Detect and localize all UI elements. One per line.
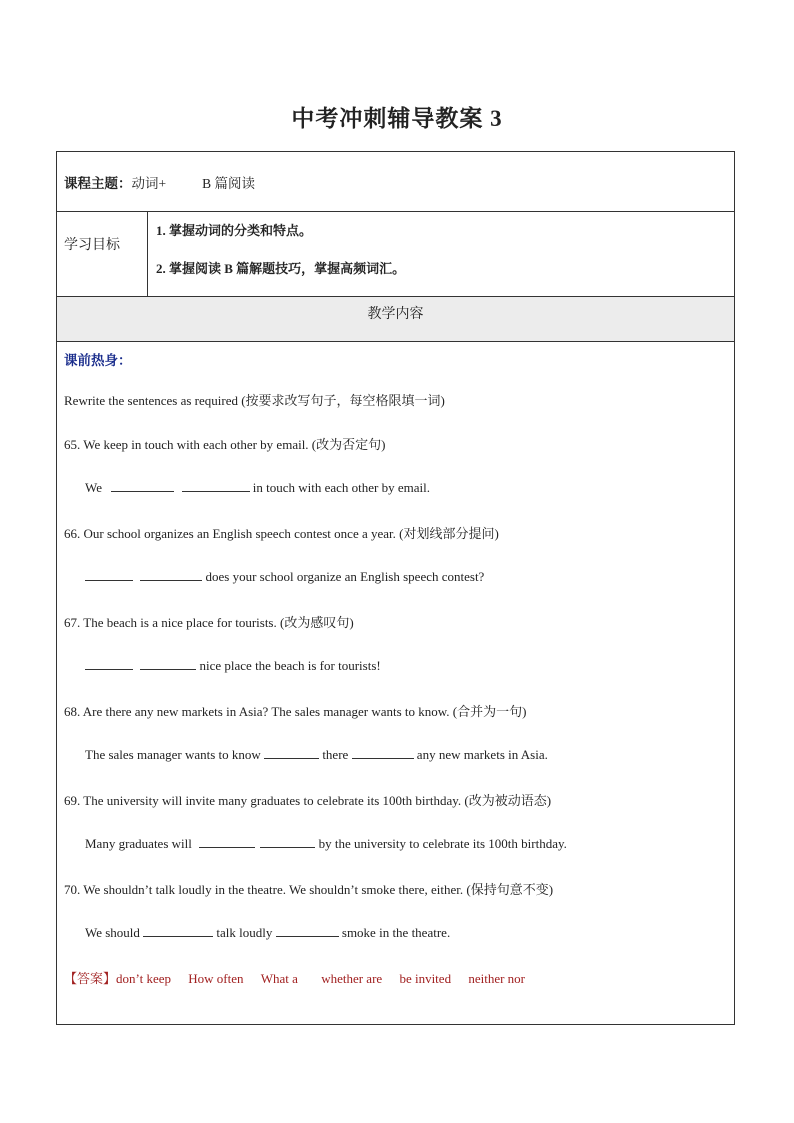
instruction: Rewrite the sentences as required (按要求改写句子，每空格限填一词)	[64, 393, 445, 408]
answer-text: by the university to celebrate its 100th birthday.	[318, 836, 567, 851]
answer-text: We should	[85, 925, 140, 940]
blank-field[interactable]	[85, 568, 133, 581]
answer-key-item: How often	[188, 971, 244, 986]
answer-key-label: 【答案】	[64, 971, 117, 986]
page-title: 中考冲刺辅导教案 3	[291, 106, 503, 131]
blank-field[interactable]	[182, 479, 250, 492]
question-69: 69. The university will invite many graduates to celebrate its 100th birthday. (改为被动语态)	[64, 793, 552, 808]
answer-text: We	[85, 480, 102, 495]
question-66: 66. Our school organizes an English speech contest once a year. (对划线部分提问)	[64, 526, 499, 541]
blank-field[interactable]	[260, 835, 315, 848]
goals-label: 学习目标	[64, 238, 120, 253]
answer-text: does your school organize an English speech contest?	[205, 569, 485, 584]
answer-key-item: don’t keep	[116, 971, 172, 986]
answer-key-item: whether are	[321, 971, 383, 986]
answer-text: The sales manager wants to know	[85, 747, 261, 762]
blank-field[interactable]	[140, 657, 196, 670]
answer-text: talk loudly	[216, 925, 273, 940]
blank-field[interactable]	[143, 924, 213, 937]
course-topic	[64, 172, 255, 192]
goal-item: 2. 掌握阅读 B 篇解题技巧，掌握高频词汇。	[156, 261, 406, 276]
topic-part2: B 篇阅读	[202, 176, 256, 191]
answer-text: in touch with each other by email.	[252, 480, 431, 495]
answer-line-69	[85, 835, 567, 852]
blank-field[interactable]	[352, 746, 414, 759]
answer-text: any new markets in Asia.	[416, 747, 548, 762]
topic-part1: 动词+	[131, 176, 167, 191]
topic-label: 课程主题：	[64, 176, 132, 191]
answer-line-65	[85, 479, 430, 496]
answer-key-item: be invited	[399, 971, 452, 986]
question-65: 65. We keep in touch with each other by email. (改为否定句)	[64, 437, 386, 452]
lesson-plan-table	[56, 151, 735, 1025]
answer-text: there	[322, 747, 349, 762]
question-68: 68. Are there any new markets in Asia? The sales manager wants to know. (合并为一句)	[64, 704, 527, 719]
question-70: 70. We shouldn’t talk loudly in the theatre. We shouldn’t smoke there, either. (保持句意不变)	[64, 882, 554, 897]
blank-field[interactable]	[85, 657, 133, 670]
goals-divider	[147, 212, 148, 296]
blank-field[interactable]	[276, 924, 339, 937]
topic-row	[57, 152, 734, 212]
blank-field[interactable]	[264, 746, 319, 759]
answer-key-item: neither nor	[468, 971, 525, 986]
blank-field[interactable]	[111, 479, 174, 492]
answer-line-67	[85, 657, 381, 674]
answer-key	[64, 968, 525, 987]
answer-text: Many graduates will	[85, 836, 192, 851]
blank-field[interactable]	[140, 568, 202, 581]
goal-item: 1. 掌握动词的分类和特点。	[156, 223, 313, 238]
question-67: 67. The beach is a nice place for tourists. (改为感叹句)	[64, 615, 354, 630]
blank-field[interactable]	[199, 835, 255, 848]
answer-line-70	[85, 924, 450, 941]
answer-key-item: What a	[260, 971, 298, 986]
answer-line-66	[85, 568, 484, 585]
goals-row	[57, 212, 734, 297]
content-header: 教学内容	[367, 307, 424, 322]
answer-text: smoke in the theatre.	[341, 925, 451, 940]
answer-line-68	[85, 746, 548, 763]
answer-text: nice place the beach is for tourists!	[199, 658, 381, 673]
warmup-heading: 课前热身：	[64, 353, 132, 368]
